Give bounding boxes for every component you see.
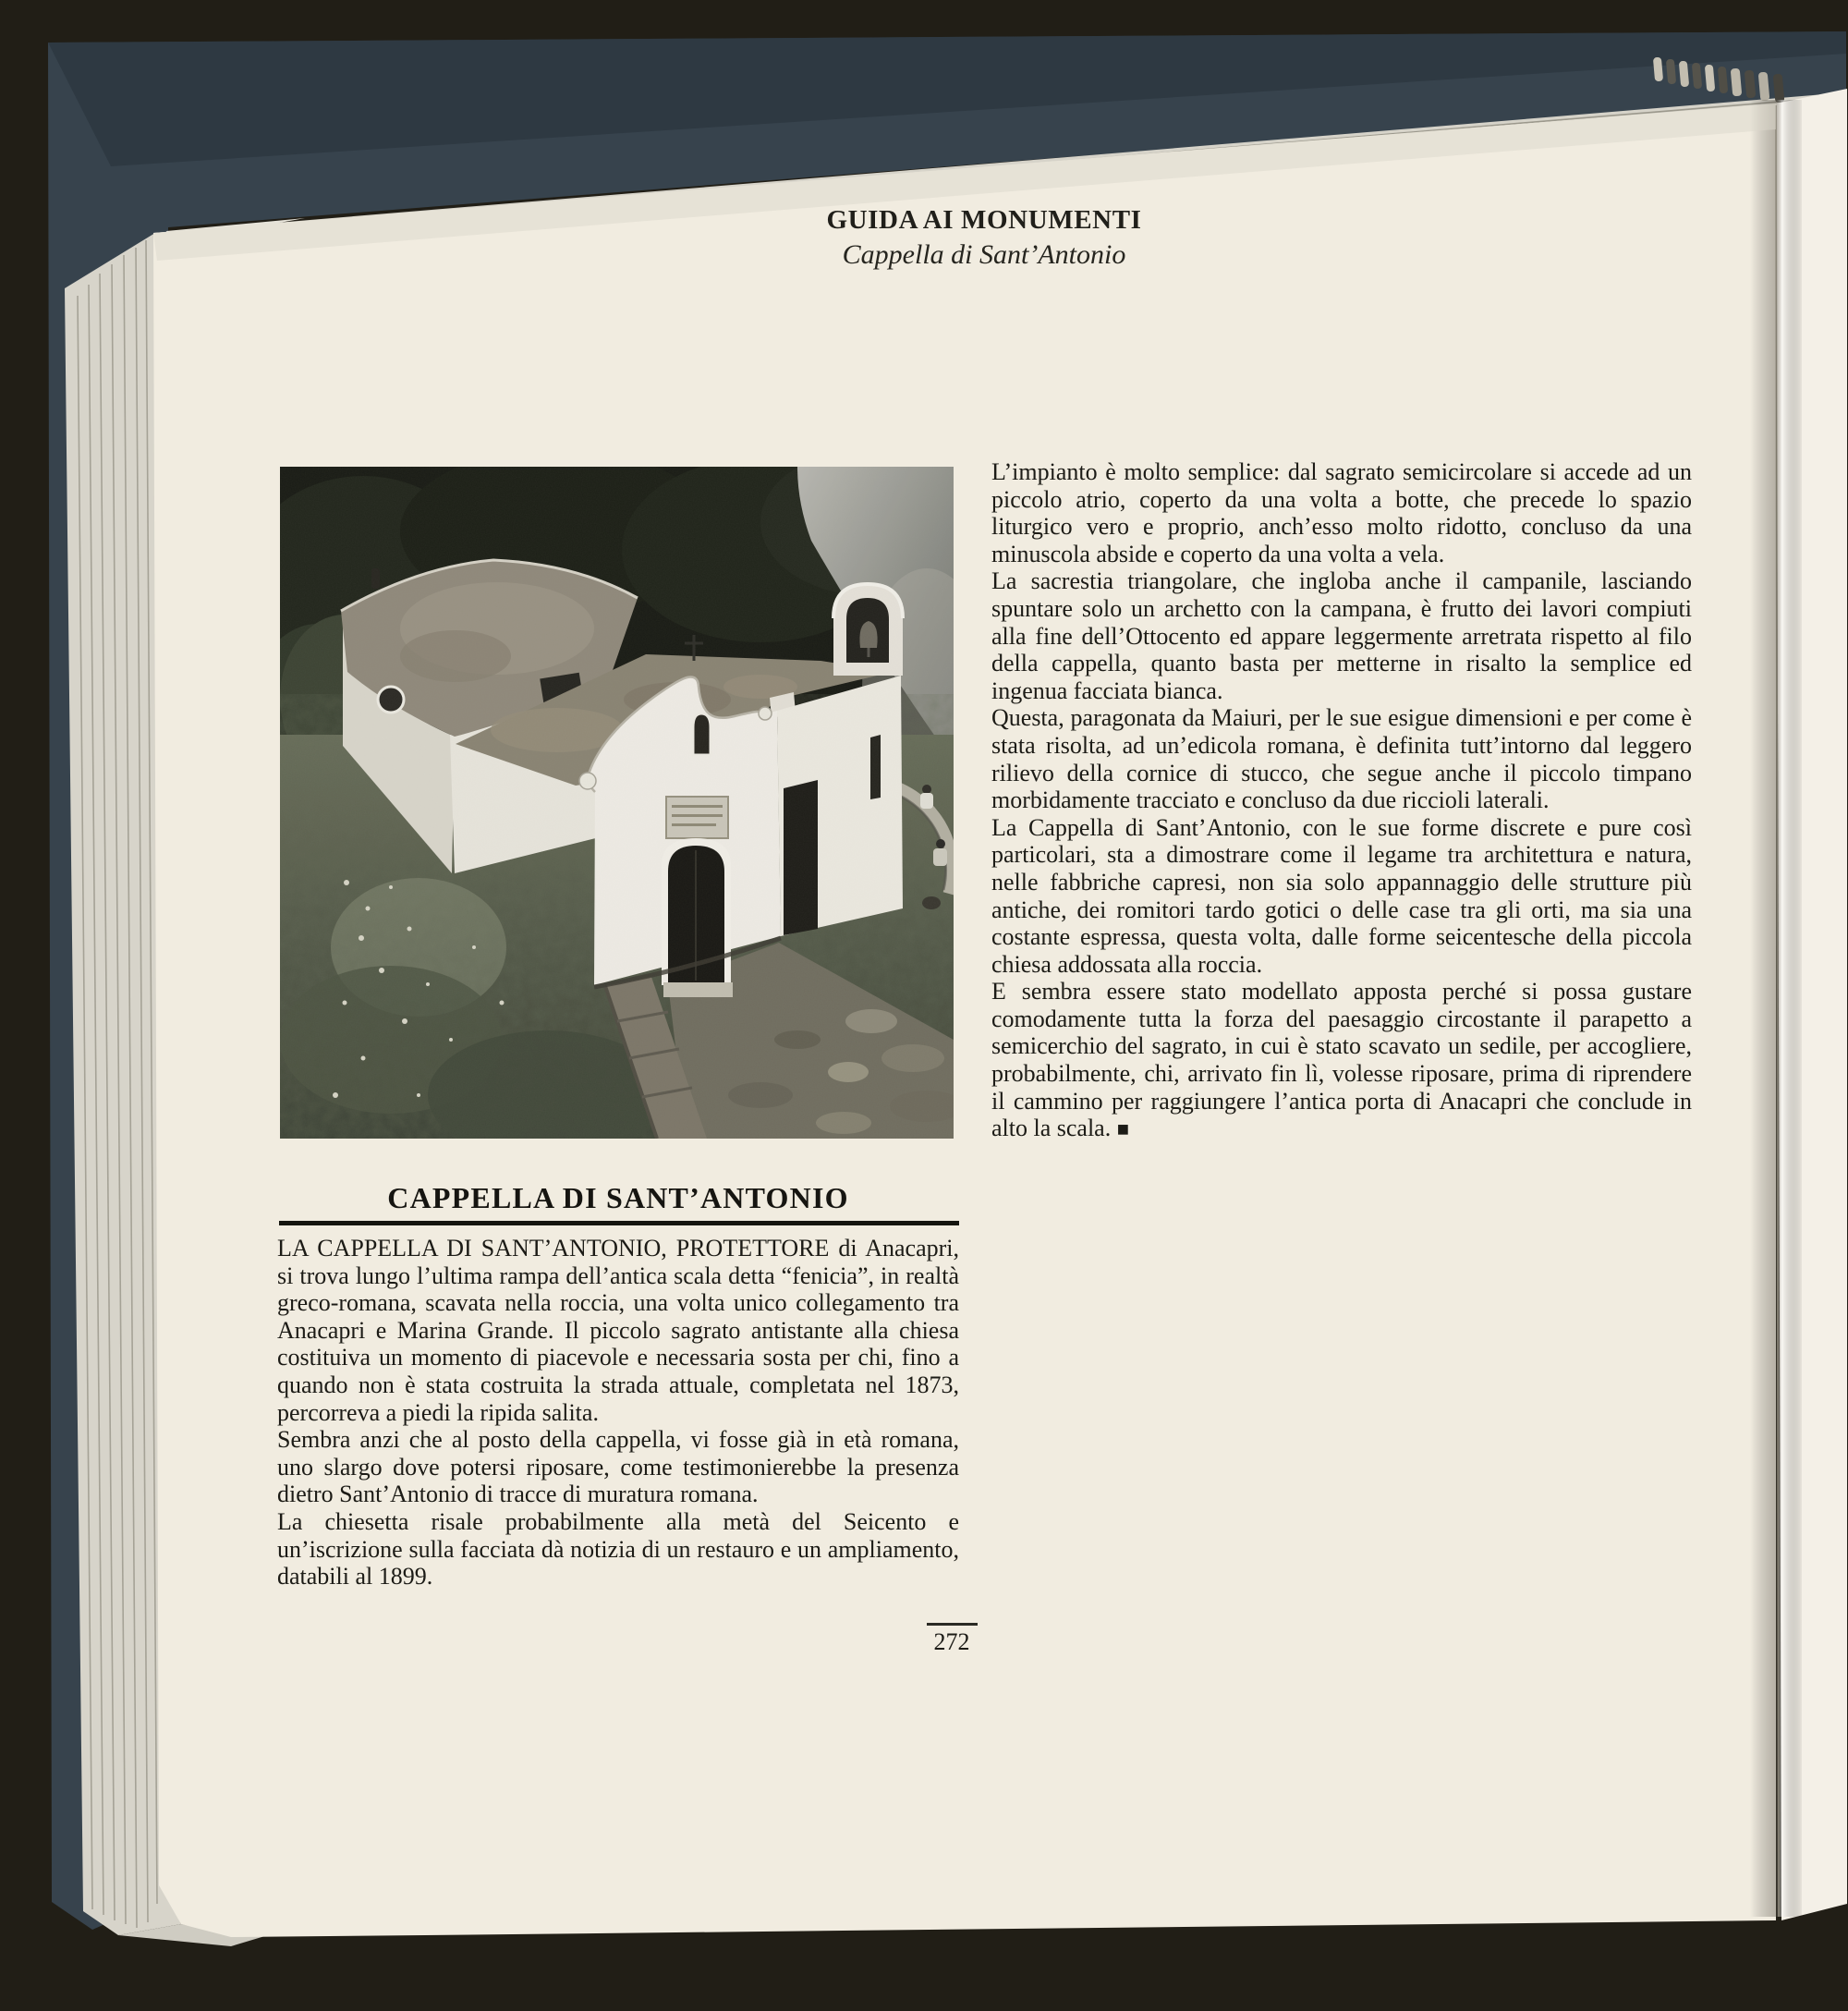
running-header-subtitle: Cappella di Sant’Antonio [842, 239, 1126, 270]
body-paragraph: LA CAPPELLA DI SANT’ANTONIO, PROTETTORE di Anacapri, si trova lungo l’ultima rampa dell’antica scala detta “fenicia”, in realtà greco-romana, scavata nella roccia, una volta unico collegamento tra Anacapri e Marina Grande. Il piccolo sagrato antistante alla chiesa costituiva un momento di piacevole e necessaria sosta per chi, fino a quando non è stata costruita la strada attuale, completata nel 1873, percorreva a piedi la ripida salita. [277, 1235, 959, 1426]
body-paragraph: La sacrestia triangolare, che ingloba anche il campanile, lasciando spuntare solo un archetto con la campana, è frutto dei lavori compiuti alla fine dell’Ottocento ed appare leggermente arretrata rispetto al filo della cappella, quanto basta per metterne in risalto la semplice ed ingenua facciata bianca. [991, 567, 1692, 704]
left-column [277, 1235, 959, 1591]
article-title: CAPPELLA DI SANT’ANTONIO [387, 1181, 849, 1214]
right-column [991, 458, 1692, 1143]
body-paragraph: La Cappella di Sant’Antonio, con le sue forme discrete e pure così particolari, sta a dimostrare come il legame tra architettura e natura, nelle fabbriche capresi, non sia solo appannaggio delle strutture più antiche, dei romitori tardo gotici o delle case tra gli orti, ma sia una costante espressa, questa volta, dalle forme seicentesche della piccola chiesa addossata alla roccia. [991, 813, 1692, 978]
chapel-photo [280, 467, 954, 1139]
page-number: 272 [882, 1623, 1021, 1656]
body-paragraph: L’impianto è molto semplice: dal sagrato semicircolare si accede ad un piccolo atrio, coperto da una volta a botte, che precede lo spazio liturgico vero e proprio, anch’esso molto ridotto, concluso da una minuscola abside e coperto da una volta a vela. [991, 458, 1692, 567]
body-paragraph: E sembra essere stato modellato apposta perché si possa gustare comodamente tutta la forza del paesaggio circostante il parapetto a semicerchio del sagrato, in cui è stato scavato un sedile, per accogliere, probabilmente, chi, arrivato fin lì, volesse riposare, prima di riprendere il cammino per raggiungere l’antica porta di Anacapri che conclude in alto la scala. ■ [991, 978, 1692, 1142]
body-paragraph: Questa, paragonata da Maiuri, per le sue esigue dimensioni e per come è stata risolta, ad un’edicola romana, è definita tutt’intorno dal leggero rilievo della cornice di stucco, che segue anche il piccolo timpano morbidamente tracciato e concluso da due riccioli laterali. [991, 704, 1692, 814]
body-paragraph: La chiesetta risale probabilmente alla metà del Seicento e un’iscrizione sulla facciata dà notizia di un restauro e un ampliamento, databili al 1899. [277, 1507, 959, 1591]
article-end-mark: ■ [1116, 1117, 1130, 1141]
body-paragraph: Sembra anzi che al posto della cappella, vi fosse già in età romana, uno slargo dove potersi riposare, come testimonierebbe la presenza dietro Sant’Antonio di tracce di muratura romana. [277, 1426, 959, 1508]
title-rule [279, 1221, 959, 1225]
running-header-title: GUIDA AI MONUMENTI [826, 205, 1142, 235]
